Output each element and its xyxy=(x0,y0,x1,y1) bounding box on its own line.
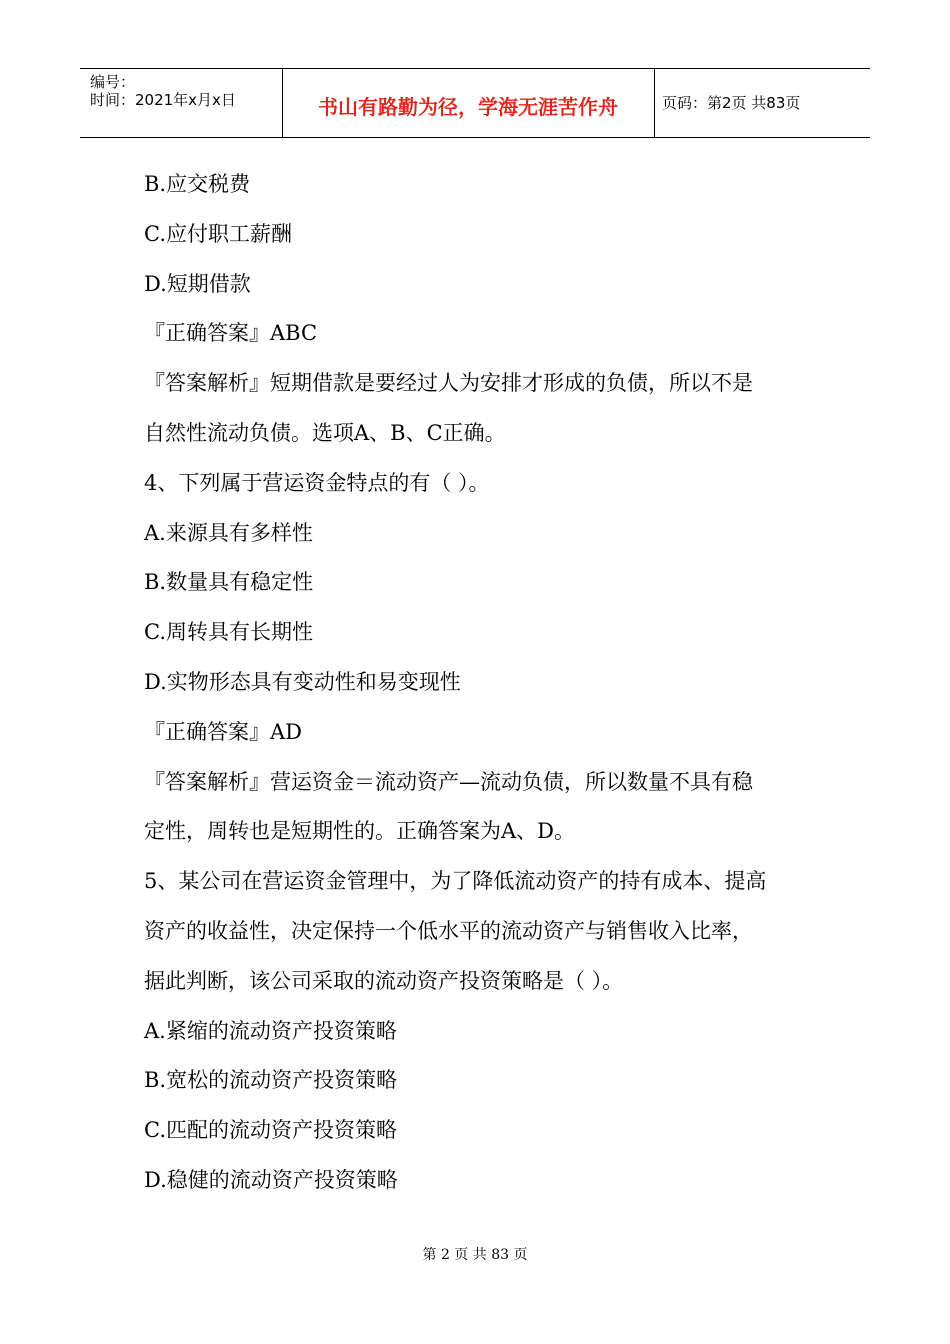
header-page-info: 页码：第2页 共83页 xyxy=(662,94,801,112)
text-line: D.实物形态具有变动性和易变现性 xyxy=(144,669,461,694)
text-line: 自然性流动负债。选项A、B、C正确。 xyxy=(144,420,506,445)
text-line: C.匹配的流动资产投资策略 xyxy=(144,1118,397,1143)
header-motto: 书山有路勤为径，学海无涯苦作舟 xyxy=(318,95,618,119)
text-line: 5、某公司在营运资金管理中，为了降低流动资产的持有成本、提高 xyxy=(144,869,767,894)
header-meta-cell xyxy=(80,69,283,137)
text-line: 据此判断，该公司采取的流动资产投资策略是（ ）。 xyxy=(144,968,624,993)
text-line: C.周转具有长期性 xyxy=(144,620,313,645)
text-line: B.数量具有稳定性 xyxy=(144,570,314,595)
text-line: D.稳健的流动资产投资策略 xyxy=(144,1167,398,1192)
text-line: C.应付职工薪酬 xyxy=(144,221,292,246)
document-number-label: 编号： xyxy=(90,73,136,91)
text-line: 资产的收益性，决定保持一个低水平的流动资产与销售收入比率， xyxy=(144,918,753,943)
page-footer: 第 2 页 共 83 页 xyxy=(422,1247,528,1263)
text-line: 『正确答案』AD xyxy=(144,719,303,744)
header-motto-cell xyxy=(282,69,655,137)
text-line: 『答案解析』营运资金＝流动资产—流动负债，所以数量不具有稳 xyxy=(144,769,753,794)
header-page-cell xyxy=(654,69,870,137)
text-line: A.来源具有多样性 xyxy=(144,520,313,545)
document-time-label: 时间：2021年x月x日 xyxy=(90,91,236,109)
text-line: A.紧缩的流动资产投资策略 xyxy=(144,1018,397,1043)
text-line: B.宽松的流动资产投资策略 xyxy=(144,1068,398,1093)
document-body xyxy=(144,166,824,1212)
text-line: B.应交税费 xyxy=(144,172,251,196)
text-line: D.短期借款 xyxy=(144,271,251,296)
text-line: 定性，周转也是短期性的。正确答案为A、D。 xyxy=(144,819,576,844)
page-header xyxy=(80,68,870,138)
text-line: 『正确答案』ABC xyxy=(144,321,318,346)
text-line: 『答案解析』短期借款是要经过人为安排才形成的负债，所以不是 xyxy=(144,371,753,396)
text-line: 4、下列属于营运资金特点的有（ ）。 xyxy=(144,470,490,495)
